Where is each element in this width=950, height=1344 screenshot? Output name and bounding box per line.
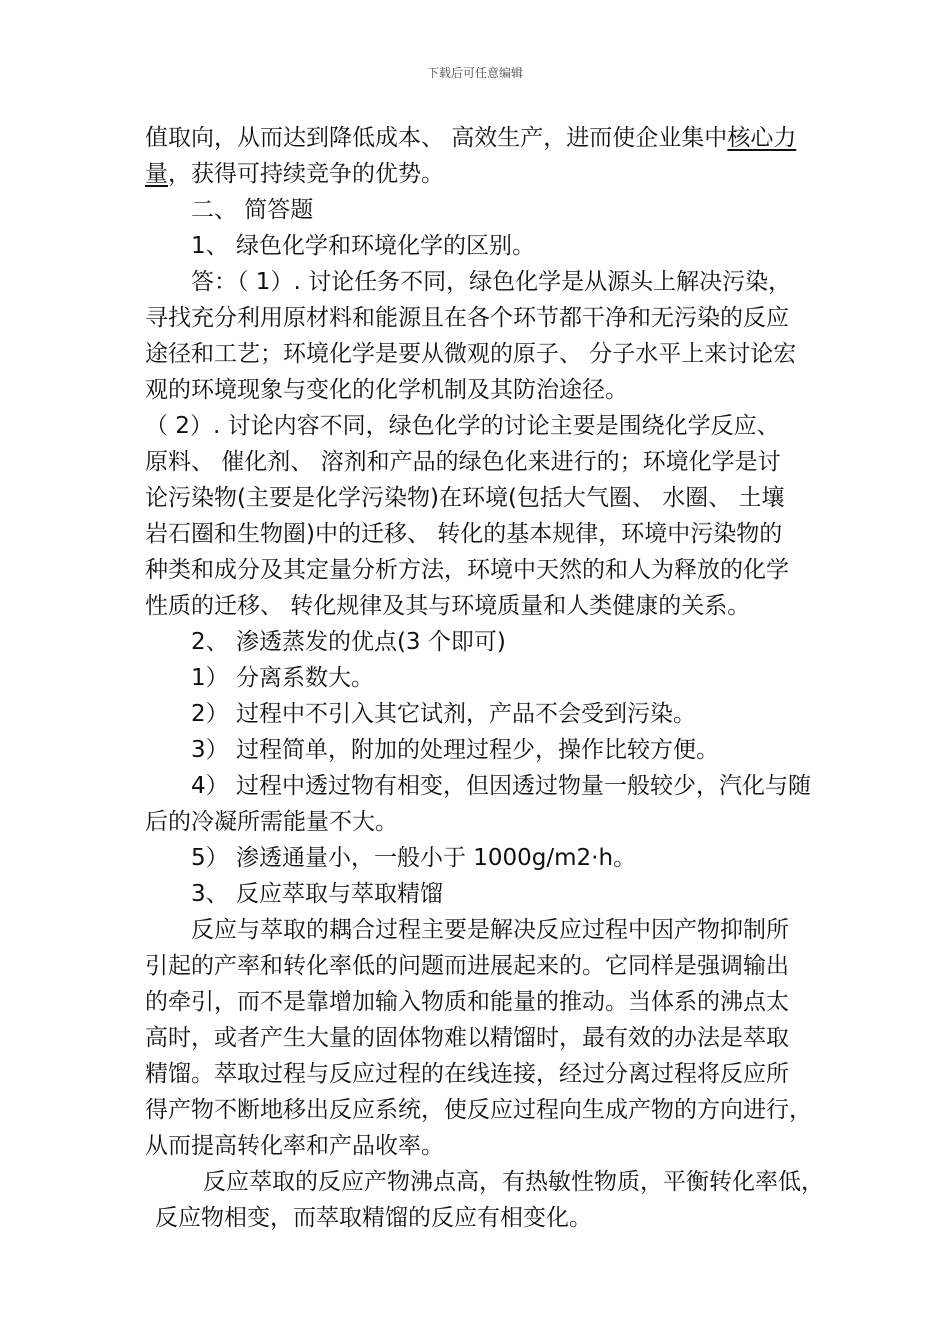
paragraph-line: 反应与萃取的耦合过程主要是解决反应过程中因产物抑制所 — [191, 917, 789, 943]
paragraph-line: 论污染物(主要是化学污染物)在环境(包括大气圈、 水圈、 土壤 — [145, 485, 785, 511]
section-heading: 二、 简答题 — [191, 197, 314, 223]
paragraph-line: 答：（ 1）. 讨论任务不同，绿色化学是从源头上解决污染， — [191, 269, 792, 295]
paragraph-line: 高时，或者产生大量的固体物难以精馏时，最有效的办法是萃取 — [145, 1025, 789, 1051]
paragraph-line: 的牵引，而不是靠增加输入物质和能量的推动。当体系的沸点太 — [145, 989, 789, 1015]
list-item: 4） 过程中透过物有相变，但因透过物量一般较少，汽化与随 — [191, 773, 811, 799]
paragraph-line: 从而提高转化率和产品收率。 — [145, 1133, 444, 1159]
paragraph-line: 值取向，从而达到降低成本、 高效生产，进而使企业集中核心力 — [145, 125, 797, 151]
document-body — [145, 120, 825, 1236]
paragraph-line: 引起的产率和转化率低的问题而进展起来的。它同样是强调输出 — [145, 953, 789, 979]
paragraph-line: 量，获得可持续竞争的优势。 — [145, 161, 444, 187]
page-header: 下载后可任意编辑 — [426, 66, 523, 80]
list-item: 2） 过程中不引入其它试剂，产品不会受到污染。 — [191, 701, 696, 727]
paragraph-line: 精馏。萃取过程与反应过程的在线连接，经过分离过程将反应所 — [145, 1061, 789, 1087]
paragraph-line: 岩石圈和生物圈)中的迁移、 转化的基本规律，环境中污染物的 — [145, 521, 783, 547]
paragraph-line: 反应萃取的反应产物沸点高，有热敏性物质，平衡转化率低， — [203, 1169, 824, 1195]
paragraph-line: 寻找充分利用原材料和能源且在各个环节都干净和无污染的反应 — [145, 305, 789, 331]
underlined-text: 量 — [145, 161, 168, 187]
question-heading: 3、 反应萃取与萃取精馏 — [191, 881, 443, 907]
paragraph-line: 性质的迁移、 转化规律及其与环境质量和人类健康的关系。 — [145, 593, 751, 619]
paragraph-line: 后的冷凝所需能量不大。 — [145, 809, 398, 835]
paragraph-line: 得产物不断地移出反应系统，使反应过程向生成产物的方向进行， — [145, 1097, 812, 1123]
paragraph-line: （ 2）. 讨论内容不同，绿色化学的讨论主要是围绕化学反应、 — [145, 413, 780, 439]
question-heading: 1、 绿色化学和环境化学的区别。 — [191, 233, 535, 259]
list-item: 5） 渗透通量小，一般小于 1000g/m2·h。 — [191, 845, 637, 871]
paragraph-line: 原料、 催化剂、 溶剂和产品的绿色化来进行的；环境化学是讨 — [145, 449, 781, 475]
paragraph-line: 种类和成分及其定量分析方法，环境中天然的和人为释放的化学 — [145, 557, 789, 583]
paragraph-line: 反应物相变，而萃取精馏的反应有相变化。 — [155, 1205, 592, 1231]
question-heading: 2、 渗透蒸发的优点(3 个即可) — [191, 629, 506, 655]
underlined-text: 核心力 — [727, 125, 797, 151]
list-item: 1） 分离系数大。 — [191, 665, 374, 691]
list-item: 3） 过程简单，附加的处理过程少，操作比较方便。 — [191, 737, 719, 763]
paragraph-line: 观的环境现象与变化的化学机制及其防治途径。 — [145, 377, 628, 403]
paragraph-line: 途径和工艺；环境化学是要从微观的原子、 分子水平上来讨论宏 — [145, 341, 797, 367]
